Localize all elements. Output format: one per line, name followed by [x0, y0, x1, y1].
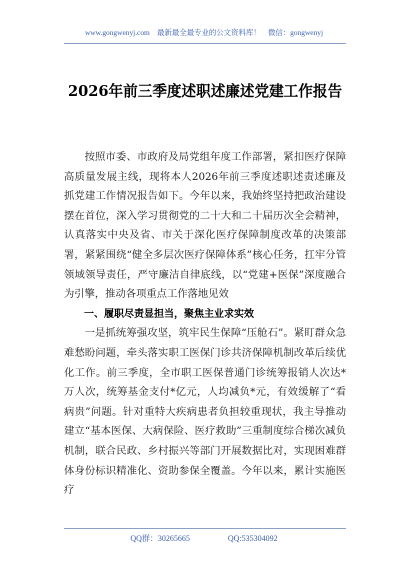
document-title: 2026年前三季度述职述廉述党建工作报告	[67, 83, 343, 100]
document-body	[64, 148, 346, 501]
footer-qq: QQ:535304092	[227, 534, 278, 543]
page-footer	[0, 533, 408, 544]
footer-qq-group: QQ群：30265665	[130, 534, 190, 543]
section-heading: 一、履职尽责显担当，聚焦主业求实效	[84, 308, 254, 320]
header-divider	[64, 43, 346, 44]
section-paragraph: 一是抓统筹强攻坚，筑牢民生保障“压舱石”。紧盯群众急难愁盼问题，牵头落实职工医保门诊共济保障机制改革后续优化工作。前三季度，全市职工医保普通门诊统筹报销人次达*万人次，统筹基金支付*亿元，人均减负*元，有效缓解了“看病贵”问题。针对重特大疾病患者负担较重现状，我主导推动建立“基本医保、大病保险、医疗救助”三重制度综合梯次减负机制，联合民政、乡村振兴等部门开展数据比对，实现困难群体身份标识精准化、资助参保全覆盖。今年以来，累计实施医疗	[64, 327, 346, 497]
footer-divider	[64, 528, 346, 529]
intro-paragraph: 按照市委、市政府及局党组年度工作部署，紧扣医疗保障高质量发展主线，现将本人2026年前三季度述职述责述廉及抓党建工作情况报告如下。今年以来，我始终坚持把政治建设摆在首位，深入学习贯彻党的二十大和二十届历次全会精神，认真落实中央及省、市关于深化医疗保障制度改革的决策部署，紧紧围绕“健全多层次医疗保障体系”核心任务，扛牢分管领域领导责任，严守廉洁自律底线，以“党建+医保”深度融合为引擎，推动各项重点工作落地见效	[64, 151, 346, 301]
page-header: www.gongwenyj.com 最新最全最专业的公文资料库！ 微信：gongwenyj	[84, 28, 324, 37]
